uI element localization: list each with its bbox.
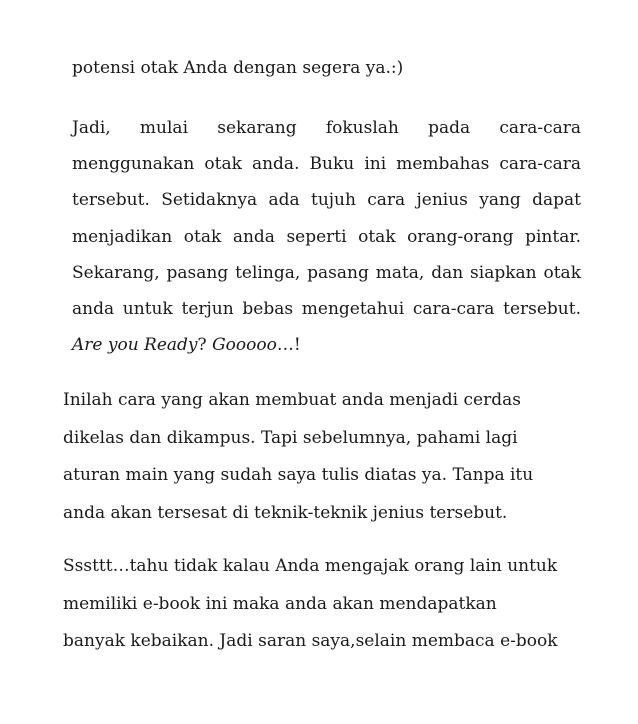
paragraph-1-line-1: potensi otak Anda dengan segera ya.:)	[72, 58, 404, 78]
paragraph-4	[63, 548, 593, 661]
paragraph-2-line-1: Jadi, mulai sekarang fokuslah pada cara-cara	[72, 118, 581, 138]
paragraph-3-line-3: aturan main yang sudah saya tulis diatas ya. Tanpa itu	[63, 465, 534, 485]
paragraph-3-line-1: Inilah cara yang akan membuat anda menjadi cerdas	[63, 390, 521, 410]
paragraph-3-line-4: anda akan tersesat di teknik-teknik jenius tersebut.	[63, 502, 508, 523]
paragraph-3-line-2: dikelas dan dikampus. Tapi sebelumnya, pahami lagi	[63, 427, 518, 448]
question-mark-separator: ?	[197, 335, 213, 356]
paragraph-3	[63, 382, 583, 532]
paragraph-2-line-5: Sekarang, pasang telinga, pasang mata, dan siapkan otak	[72, 262, 581, 283]
gooooo-italic: Gooooo	[212, 335, 277, 356]
paragraph-4-line-2: memiliki e-book ini maka anda akan mendapatkan	[63, 593, 497, 614]
paragraph-2-line-2: menggunakan otak anda. Buku ini membahas cara-cara	[72, 154, 581, 175]
paragraph-2	[72, 110, 581, 363]
ellipsis-exclaim: …!	[276, 335, 301, 356]
paragraph-2-line-7	[72, 327, 581, 363]
are-you-ready-italic: Are you Ready	[72, 335, 198, 356]
paragraph-2-line-3: tersebut. Setidaknya ada tujuh cara jenius yang dapat	[72, 190, 581, 211]
paragraph-4-line-1: Sssttt…tahu tidak kalau Anda mengajak orang lain untuk	[63, 556, 558, 576]
paragraph-2-line-6: anda untuk terjun bebas mengetahui cara-cara tersebut.	[72, 299, 581, 320]
paragraph-2-line-4: menjadikan otak anda seperti otak orang-orang pintar.	[72, 226, 581, 247]
paragraph-1	[72, 58, 592, 78]
paragraph-4-line-3: banyak kebaikan. Jadi saran saya,selain membaca e-book	[63, 631, 558, 651]
